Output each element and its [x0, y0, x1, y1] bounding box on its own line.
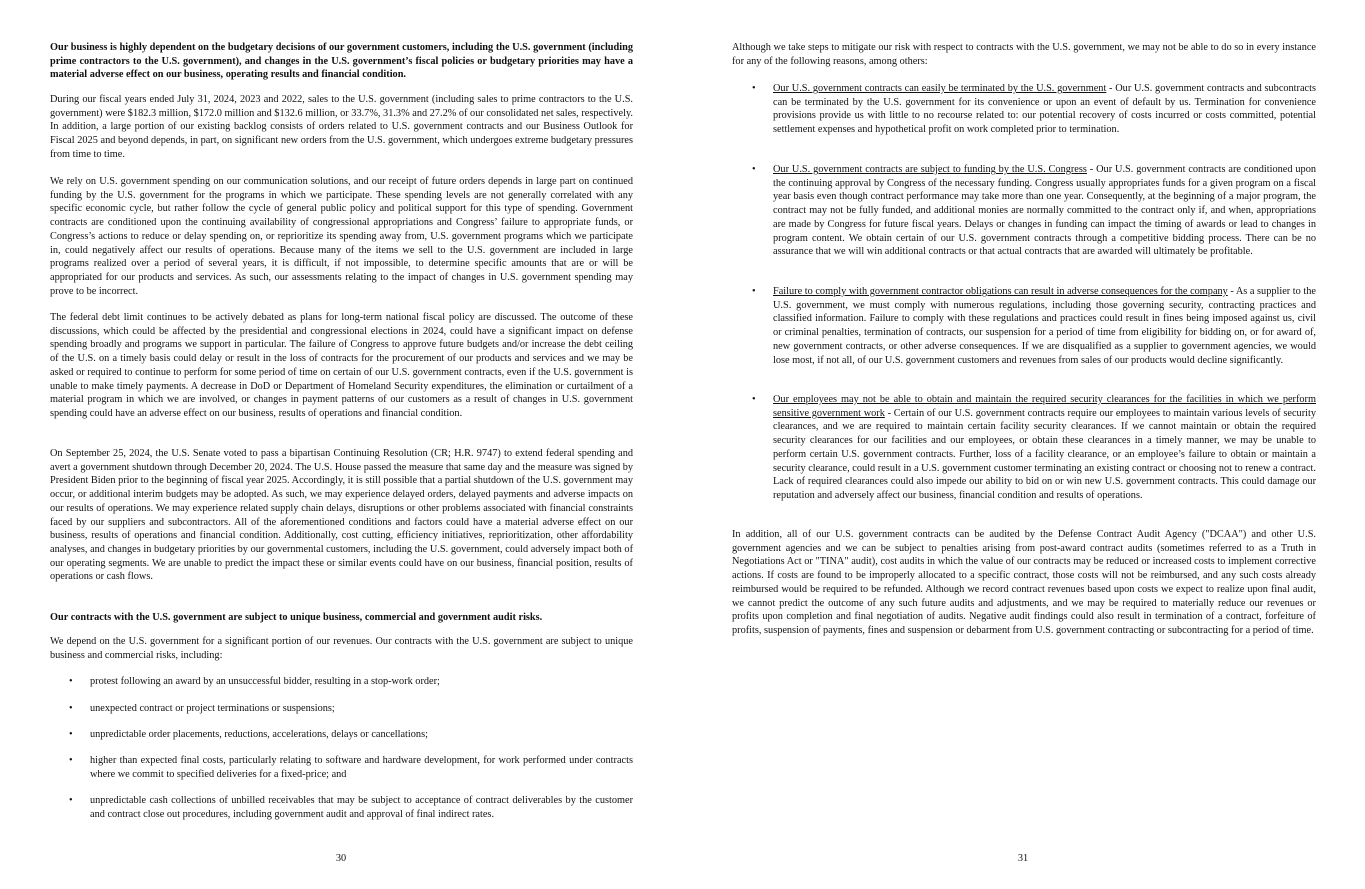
- right-page: [732, 0, 1316, 889]
- list-item-text: unpredictable order placements, reductions, accelerations, delays or cancellations;: [90, 729, 428, 740]
- list-item-text: unpredictable cash collections of unbilled receivables that may be subject to acceptance of contract deliverables by the customer and contract close out procedures, including government audit and approval of final indirect rates.: [90, 795, 633, 820]
- list-item-text: [773, 285, 1316, 367]
- paragraph-fiscal-sales: During our fiscal years ended July 31, 2024, 2023 and 2022, sales to the U.S. government (including sales to prime contractors to the U.S. government) were $182.3 million, $172.0 million and $132.6 million, or 33.7%, 31.3% and 27.2% of our consolidated net sales, respectively. In addition, a large portion of our existing backlog consists of orders related to U.S. government contracts and our Business Outlook for Fiscal 2025 and beyond depends, in part, on significant new orders from the U.S. government, which undergoes extreme budgetary pressures from time to time.: [50, 94, 633, 160]
- paragraph-revenue-dependence: We depend on the U.S. government for a significant portion of our revenues. Our contracts with the U.S. government are subject to unique business and commercial risks, including:: [50, 636, 633, 661]
- bullet-marker: •: [752, 164, 756, 175]
- paragraph-mitigation-intro: Although we take steps to mitigate our risk with respect to contracts with the U.S. government, we may not be able to do so in every instance for any of the following reasons, among others:: [732, 42, 1316, 67]
- risk-description: - Our U.S. government contracts and subcontracts can be terminated by the U.S. government for its convenience or upon an event of default by us. Termination for convenience provisions provide us with little to no recourse related to: our potential recovery of costs incurred or costs committed, potential settlement expenses and hypothetical profit on work completed prior to termination.: [773, 83, 1316, 136]
- section-heading-contracts: Our contracts with the U.S. government are subject to unique business, commercial and government audit risks.: [50, 612, 543, 623]
- risk-title: Failure to comply with government contractor obligations can result in adverse consequences for the company: [773, 286, 1228, 297]
- risk-title: Our U.S. government contracts are subject to funding by the U.S. Congress: [773, 164, 1087, 175]
- risk-description: - As a supplier to the U.S. government, we must comply with numerous regulations, including those governing security, contracting practices and classified information. Failure to comply with these regulations and practices could result in fines being imposed against us, civil or criminal penalties, termination of contracts, our suspension for a period of time from eligibility for bidding on, or for award of, new government contracts, or other adverse consequences. If we are disqualified as a supplier to government agencies, we would lose most, if not all, of our U.S. government customers and revenues from sales of our products would decline significantly.: [773, 286, 1316, 366]
- paragraph-dcaa-audits: In addition, all of our U.S. government contracts can be audited by the Defense Contract Audit Agency ("DCAA") and other U.S. government agencies and we can be subject to penalties arising from post-award contract audits (sometimes referred to as a Truth in Negotiations Act or "TINA" audit), cost audits in which the value of our contracts may be reduced or increased costs to implement corrective actions. If costs are found to be improperly allocated to a specific contract, those costs will not be reimbursed, and any such costs already reimbursed would be required to be refunded. Although we record contract revenues based upon costs we expect to realize upon final audit, we cannot predict the outcome of any such future audits and adjustments, and we may be required to materially reduce our revenues or profits upon completion and final negotiation of audits. Negative audit findings could also result in termination of a contract, forfeiture of profits, suspension of payments, fines and suspension or debarment from U.S. government contracting or subcontracting for a period of time.: [732, 529, 1316, 636]
- left-page: [50, 0, 633, 889]
- bullet-marker: •: [752, 83, 756, 94]
- list-item-text: unexpected contract or project terminations or suspensions;: [90, 703, 335, 714]
- list-item-text: [773, 393, 1316, 503]
- list-item-text: [773, 163, 1316, 259]
- bullet-marker: •: [69, 703, 73, 714]
- risk-description: - Certain of our U.S. government contracts require our employees to maintain various levels of security clearances, and we are required to maintain certain facility security clearances. If we cannot maintain or obtain the required security clearances for our facilities and our employees, or obtain these clearances in a timely manner, we may be unable to perform certain U.S. government contracts. Further, loss of a facility clearance, or an employee’s failure to obtain or maintain a security clearance, could result in a U.S. government customer terminating an existing contract or choosing not to renew a contract. Lack of required clearances could also impede our ability to bid on or win new U.S. government contracts. This could damage our reputation and adversely affect our business, financial condition and results of operations.: [773, 407, 1316, 501]
- bullet-marker: •: [69, 729, 73, 740]
- paragraph-continuing-resolution: On September 25, 2024, the U.S. Senate voted to pass a bipartisan Continuing Resolution (CR; H.R. 9747) to extend federal spending and avert a government shutdown through December 20, 2024. The U.S. House passed the measure that same day and the measure was signed by President Biden prior to the beginning of fiscal year 2025. Accordingly, it is still possible that a partial shutdown of the U.S. government may occur, or additional interim budgets may be adopted. As such, we may experience delayed orders, delayed payments and adverse impacts on our results of operations. We may experience related supply chain delays, disruptions or other problems associated with financial constraints faced by our suppliers and subcontractors. All of the aforementioned conditions and factors could have a material adverse effect on our business, results of operations and financial condition. Additionally, cost cutting, efficiency initiatives, reprioritization, other affordability analyses, and changes in budgetary priorities by our governmental customers, including the U.S. government, could adversely impact both of our operating segments. We are unable to predict the impact these or similar events could have on our business, financial position, results of operations or cash flows.: [50, 448, 634, 583]
- bullet-marker: •: [752, 394, 756, 405]
- page-number: 30: [335, 853, 347, 864]
- bullet-marker: •: [69, 755, 73, 766]
- list-item-text: [773, 82, 1316, 137]
- bullet-marker: •: [69, 795, 73, 806]
- section-heading-budgetary: Our business is highly dependent on the budgetary decisions of our government customers, including the U.S. government (including prime contractors to the U.S. government), and changes in the U.S. government’s fiscal policies or budgetary priorities may have a material adverse effect on our business, operating results and financial condition.: [50, 42, 633, 81]
- bullet-marker: •: [752, 286, 756, 297]
- risk-description: - Our U.S. government contracts are conditioned upon the continuing approval by Congress of the necessary funding. Congress usually appropriates funds for a given program on a fiscal year basis even though contract performance may take more than one year. Consequently, at the beginning of a major program, the contract may not be fully funded, and additional monies are normally committed to the contract only if, and when, appropriations are made by Congress for future fiscal years. Delays or changes in funding can impact the timing of awards or lead to changes in program content. We obtain certain of our U.S. government contracts through a competitive bidding process. There can be no assurance that we will win additional contracts or that actual contracts that are awarded will ultimately be profitable.: [773, 164, 1316, 258]
- paragraph-government-spending: We rely on U.S. government spending on our communication solutions, and our receipt of future orders depends in large part on continued funding by the U.S. government for the programs in which we participate. These spending levels are not generally correlated with any specific economic cycle, but rather follow the cycle of general public policy and political support for this type of spending. Government contracts are conditioned upon the continuing availability of congressional appropriations and Congress’ failure to appropriate funds, or Congress’s actions to reduce or delay spending on, or reprioritize its spending away from, U.S. government programs which we participate in, could negatively affect our results of operations. Because many of the items we sell to the U.S. government are included in large programs realized over a period of several years, it is difficult, if not impossible, to determine specific amounts that are or will be appropriated for our products and services. As such, our assessments relating to the impact of changes in U.S. government spending may prove to be incorrect.: [50, 176, 633, 297]
- risk-title: Our employees may not be able to obtain and maintain the required security clearances for the facilities in which we perform sensitive government work: [773, 394, 1316, 419]
- list-item-text: protest following an award by an unsuccessful bidder, resulting in a stop-work order;: [90, 676, 440, 687]
- paragraph-debt-limit: The federal debt limit continues to be actively debated as plans for long-term national fiscal policy are discussed. The outcome of these discussions, which could be affected by the presidential and congressional elections in 2024, could have a significant impact on defense spending broadly and programs we support in particular. The failure of Congress to approve future budgets and/or increase the debt ceiling of the U.S. on a timely basis could delay or result in the loss of contracts for the procurement of our products and services and we may be asked or required to continue to perform for some period of time on certain of our U.S. government contracts, even if the U.S. government is unable to make timely payments. A decrease in DoD or Department of Homeland Security expenditures, the elimination or curtailment of a material program in which we are involved, or changes in payment patterns of our customers as a result of changes in U.S. government spending could have an adverse effect on our business, results of operations and financial condition.: [50, 312, 633, 419]
- bullet-marker: •: [69, 676, 73, 687]
- list-item-text: higher than expected final costs, particularly relating to software and hardware development, for work performed under contracts where we commit to specified deliveries for a fixed-price; and: [90, 755, 633, 780]
- risk-title: Our U.S. government contracts can easily be terminated by the U.S. government: [773, 83, 1107, 94]
- page-number: 31: [1017, 853, 1029, 864]
